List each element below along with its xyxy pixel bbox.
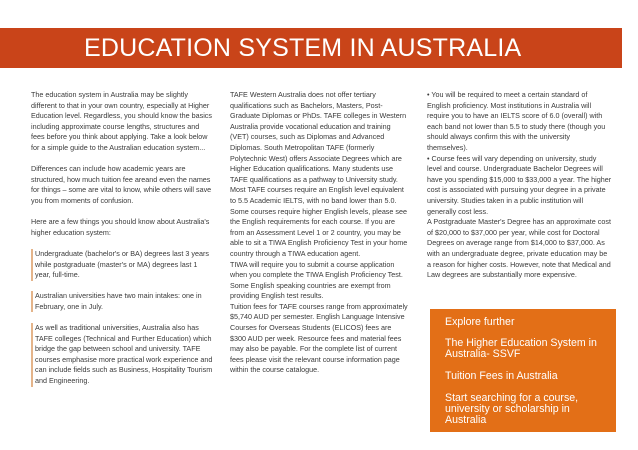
english-requirement-paragraph: • You will be required to meet a certain standard of English proficiency. Most institutions in Australia will require you to have an IELTS score of 6.0 (overall) with each band not lower than 5.5 to study there (though you should always confirm this with the university themselves). bbox=[427, 90, 606, 152]
tafe-paragraph: As well as traditional universities, Australia also has TAFE colleges (Technical and Further Education) which bridge the gap between school and university. TAFE courses emphasise more practical work experience and can include fields such as Business, Hospitality Tourism and Engineering. bbox=[31, 323, 214, 387]
column-left bbox=[31, 90, 214, 387]
intro-paragraph: The education system in Australia may be slightly different to that in your own country, especially at Higher Education level. Regardless, you should know the basics including approximate course lengths, structures and fees before you think about applying. Take a look below for a simple guide to the Australian education system... bbox=[31, 90, 212, 152]
tiwa-paragraph: TIWA will require you to submit a course application when you complete the TIWA English Proficiency Test. Some English speaking countries are exempt from providing English test results. bbox=[230, 259, 403, 301]
title-banner bbox=[0, 28, 622, 68]
link-tuition-fees[interactable]: Tuition Fees in Australia bbox=[445, 370, 558, 382]
page-title: EDUCATION SYSTEM IN AUSTRALIA bbox=[84, 34, 522, 62]
link-higher-education-system[interactable]: The Higher Education System in Australia- SSVF bbox=[445, 337, 597, 360]
intakes-paragraph: Australian universities have two main intakes: one in February, one in July. bbox=[31, 291, 214, 312]
column-middle bbox=[230, 90, 408, 376]
explore-heading: Explore further bbox=[445, 316, 515, 328]
postgraduate-cost-paragraph: A Postgraduate Master's Degree has an approximate cost of $20,000 to $37,000 per year, while cost for Doctoral Degrees on average range from $14,000 to $37,000. As with an undergraduate degree, private education may be a reason for higher costs. However, note that Medical and Law degrees are substantially more expensive. bbox=[427, 217, 611, 280]
differences-paragraph: Differences can include how academic years are structured, how much tuition fee areand even the names for things – some are vital to know, while others will save you from moments of confusion. bbox=[31, 164, 212, 205]
things-to-know-paragraph: Here are a few things you should know about Australia's higher education system: bbox=[31, 217, 210, 237]
tuition-fees-paragraph: Tuition fees for TAFE courses range from approximately $5,740 AUD per semester. English Language Intensive Courses for Overseas Students (ELICOS) fees are $300 AUD per week. Resource fees and material fees may also be payable. For the complete list of current fees please visit the relevant course information page within the course catalogue. bbox=[230, 301, 408, 375]
explore-further-panel bbox=[430, 309, 616, 432]
degree-length-paragraph: Undergraduate (bachelor's or BA) degrees last 3 years while postgraduate (master's or MA) degrees last 1 year, full-time. bbox=[31, 249, 214, 281]
course-fees-paragraph: • Course fees will vary depending on university, study level and course. Undergraduate Bachelor Degrees will have you spending $15,000 to $33,000 a year. The higher cost is associated with pursuing your degree in a private university. Studies taken in a public institution will generally cost less. bbox=[427, 153, 612, 216]
link-start-searching[interactable]: Start searching for a course, university or scholarship in Australia bbox=[445, 392, 579, 426]
tafe-wa-paragraph: TAFE Western Australia does not offer tertiary qualifications such as Bachelors, Masters, Post-Graduate Diplomas or PhDs. TAFE colleges in Western Australia provide vocational education and training (VET) courses, such as Diplomas and Advanced Diplomas. South Metropolitan TAFE (formerly Polytechnic West) offers Associate Degrees which are Higher Education qualifications. Many students use TAFE qualifications as a pathway to University study. Most TAFE courses require an English level equivalent to 5.5 Academic IELTS, with no band lower than 5.0. Some courses require higher English levels, please see the English requirements for each course. If you are from an Assessment Level 1 or 2 country, you may be able to sit a TIWA English Proficiency Test in your home country through a TIWA education agent. bbox=[230, 90, 408, 258]
column-right bbox=[427, 90, 612, 281]
